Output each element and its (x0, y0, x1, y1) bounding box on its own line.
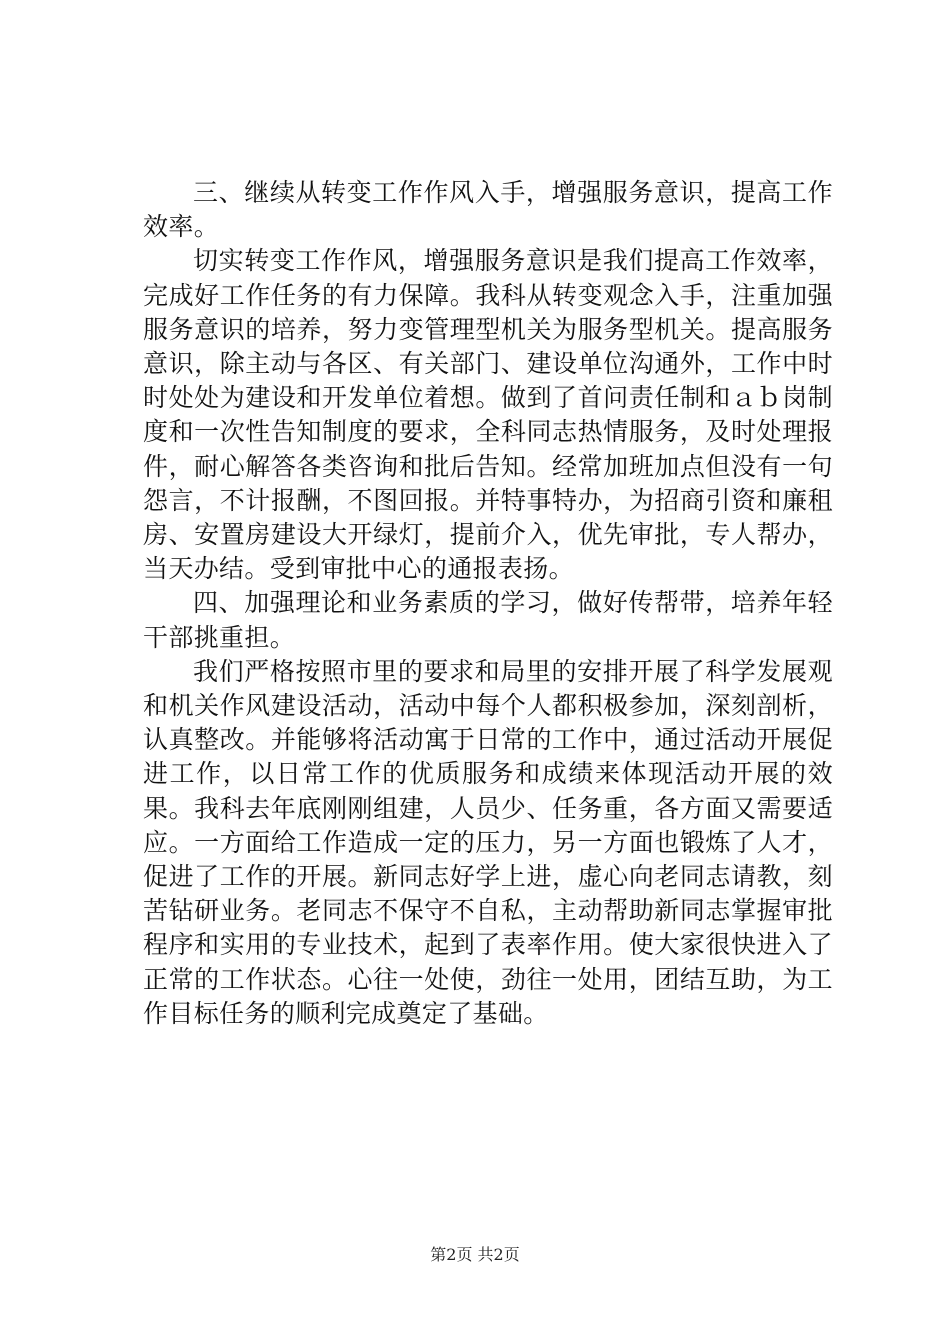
page-footer: 第2页 共2页 (430, 1245, 520, 1264)
body-paragraph: 切实转变工作作风，增强服务意识是我们提高工作效率，完成好工作任务的有力保障。我科从转变观念入手，注重加强服务意识的培养，努力变管理型机关为服务型机关。提高服务意识，除主动与各区、有关部门、建设单位沟通外，工作中时时处处为建设和开发单位着想。做到了首问责任制和ａｂ岗制度和一次性告知制度的要求，全科同志热情服务，及时处理报件，耐心解答各类咨询和批后告知。经常加班加点但没有一句怨言，不计报酬，不图回报。并特事特办，为招商引资和廉租房、安置房建设大开绿灯，提前介入，优先审批，专人帮办，当天办结。受到审批中心的通报表扬。 (143, 246, 833, 584)
section-heading-4: 四、加强理论和业务素质的学习，做好传帮带，培养年轻干部挑重担。 (143, 588, 833, 652)
section-heading-3: 三、继续从转变工作作风入手，增强服务意识，提高工作效率。 (143, 178, 833, 242)
body-paragraph: 我们严格按照市里的要求和局里的安排开展了科学发展观和机关作风建设活动，活动中每个人都积极参加，深刻剖析，认真整改。并能够将活动寓于日常的工作中，通过活动开展促进工作，以日常工作的优质服务和成绩来体现活动开展的效果。我科去年底刚刚组建，人员少、任务重，各方面又需要适应。一方面给工作造成一定的压力，另一方面也锻炼了人才，促进了工作的开展。新同志好学上进，虚心向老同志请教，刻苦钻研业务。老同志不保守不自私，主动帮助新同志掌握审批程序和实用的专业技术，起到了表率作用。使大家很快进入了正常的工作状态。心往一处使，劲往一处用，团结互助，为工作目标任务的顺利完成奠定了基础。 (143, 656, 833, 1028)
document-body (143, 176, 833, 1031)
